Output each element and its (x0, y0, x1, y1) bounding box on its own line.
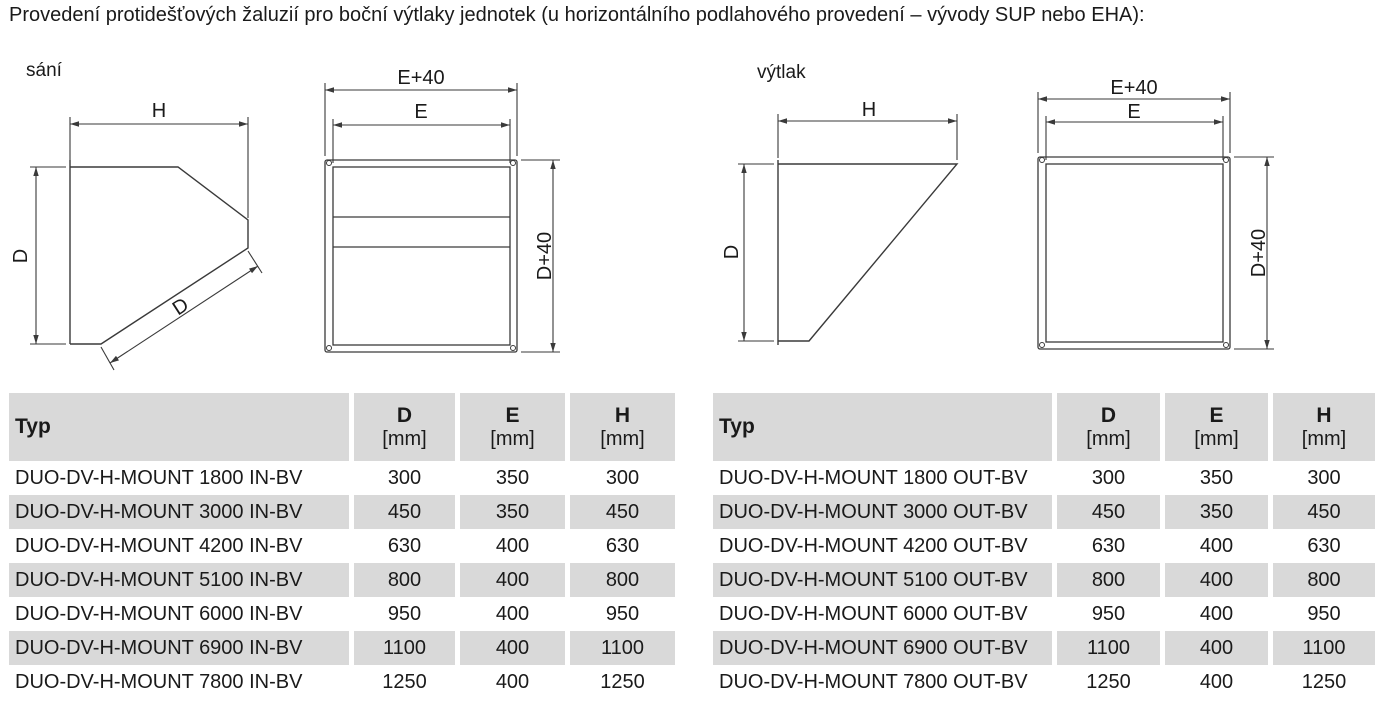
exhaust-side-view (721, 99, 957, 345)
exhaust-e40-label: E+40 (1110, 77, 1158, 99)
exhaust-label: výtlak (757, 62, 806, 83)
intake-d-label: D (10, 248, 32, 264)
exhaust-d40-label: D+40 (1248, 228, 1270, 278)
intake-e40-label: E+40 (397, 67, 445, 89)
intake-d40-label: D+40 (534, 231, 556, 281)
intake-d-diagonal-label: D (168, 293, 193, 321)
col-header-d: D [mm] (1057, 393, 1165, 461)
table-row: DUO-DV-H-MOUNT 1800 OUT-BV 300 350 300 (713, 461, 1375, 495)
exhaust-d-label: D (721, 244, 743, 260)
exhaust-e-label: E (1127, 101, 1141, 123)
table-row: DUO-DV-H-MOUNT 1800 IN-BV 300 350 300 (9, 461, 675, 495)
col-header-e: E [mm] (1165, 393, 1273, 461)
col-header-d: D [mm] (354, 393, 460, 461)
table-row: DUO-DV-H-MOUNT 4200 IN-BV 630 400 630 (9, 529, 675, 563)
table-row: DUO-DV-H-MOUNT 4200 OUT-BV 630 400 630 (713, 529, 1375, 563)
page-heading: Provedení protidešťových žaluzií pro boční výtlaky jednotek (u horizontálního podlahového provedení – vývody SUP nebo EHA): (9, 4, 1145, 26)
intake-label: sání (26, 60, 62, 81)
table-row: DUO-DV-H-MOUNT 5100 OUT-BV 800 400 800 (713, 563, 1375, 597)
intake-e-label: E (414, 101, 428, 123)
exhaust-spec-table (713, 393, 1375, 699)
intake-spec-table (9, 393, 675, 699)
col-header-e: E [mm] (460, 393, 570, 461)
col-header-typ: Typ (9, 393, 354, 461)
table-header-row (713, 393, 1375, 461)
table-row: DUO-DV-H-MOUNT 6000 OUT-BV 950 400 950 (713, 597, 1375, 631)
col-header-typ: Typ (713, 393, 1057, 461)
table-row: DUO-DV-H-MOUNT 7800 OUT-BV 1250 400 1250 (713, 665, 1375, 699)
exhaust-h-label: H (861, 99, 877, 121)
table-header-row (9, 393, 675, 461)
exhaust-hood-outline (778, 164, 957, 341)
col-header-h: H [mm] (1273, 393, 1375, 461)
exhaust-front-view (1038, 77, 1274, 349)
table-row: DUO-DV-H-MOUNT 3000 OUT-BV 450 350 450 (713, 495, 1375, 529)
col-header-h: H [mm] (570, 393, 675, 461)
intake-hood-outline (70, 167, 248, 344)
table-row: DUO-DV-H-MOUNT 5100 IN-BV 800 400 800 (9, 563, 675, 597)
table-row: DUO-DV-H-MOUNT 6900 OUT-BV 1100 400 1100 (713, 631, 1375, 665)
intake-side-view (10, 100, 262, 370)
table-row: DUO-DV-H-MOUNT 6000 IN-BV 950 400 950 (9, 597, 675, 631)
table-row: DUO-DV-H-MOUNT 3000 IN-BV 450 350 450 (9, 495, 675, 529)
table-row: DUO-DV-H-MOUNT 7800 IN-BV 1250 400 1250 (9, 665, 675, 699)
intake-front-view (325, 67, 560, 352)
intake-h-label: H (151, 100, 167, 122)
table-row: DUO-DV-H-MOUNT 6900 IN-BV 1100 400 1100 (9, 631, 675, 665)
